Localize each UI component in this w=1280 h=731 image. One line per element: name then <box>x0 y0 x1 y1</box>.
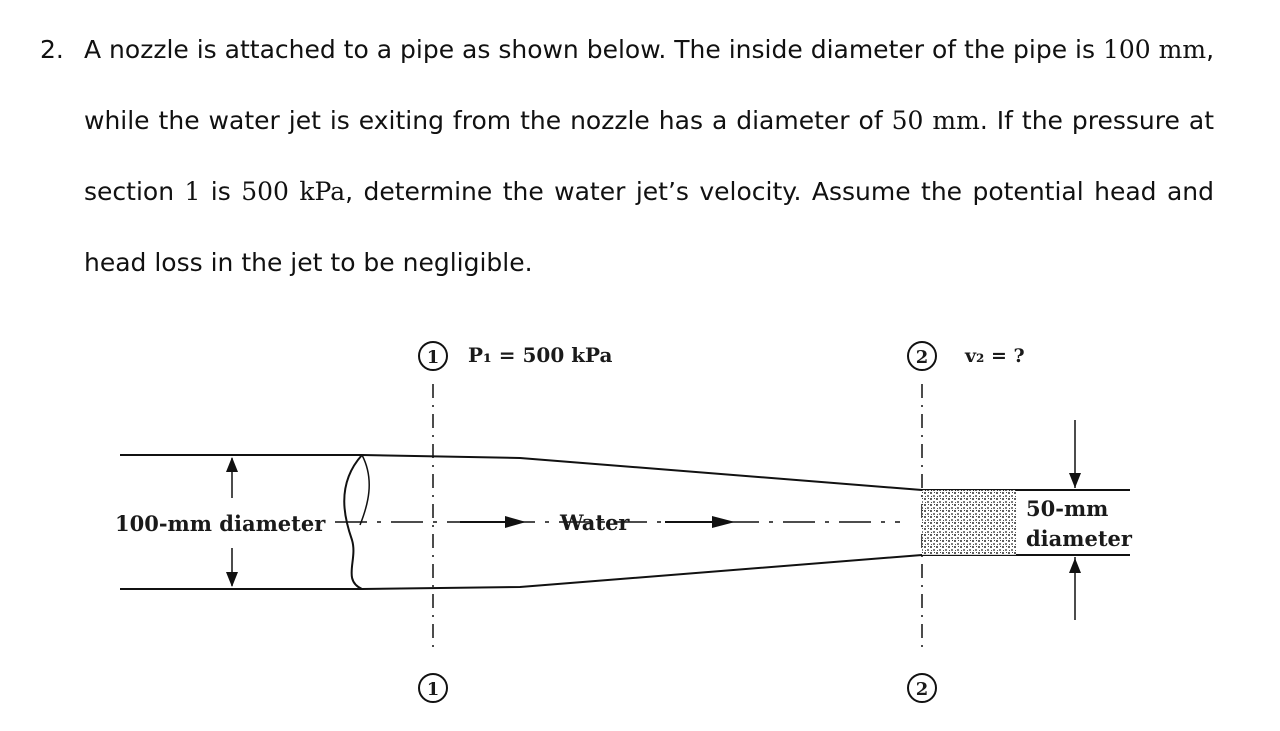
math-value: 50 mm <box>891 106 980 135</box>
text-run: . If the pressure at section <box>84 106 1214 206</box>
text-run: , while the water jet is exiting from the nozzle has a diameter of <box>84 35 1215 135</box>
pressure-label: P₁ = 500 kPa <box>468 343 613 367</box>
pipe-diameter-label: 100-mm diameter <box>115 511 326 536</box>
math-value: 500 kPa <box>241 177 346 206</box>
section-2-marker-top <box>908 342 936 370</box>
text-run: is <box>200 177 242 206</box>
jet-diameter-label-line1: 50-mm <box>1026 496 1109 521</box>
section-1-marker-top <box>419 342 447 370</box>
nozzle-bottom-wall <box>362 555 1130 589</box>
flow-label: Water <box>560 510 630 535</box>
nozzle-top-wall <box>362 455 1130 490</box>
problem-number: 2. <box>40 35 64 64</box>
jet-diameter-label-line2: diameter <box>1026 526 1132 551</box>
section-1-number-bottom: 1 <box>426 679 440 700</box>
section-2-marker-bottom <box>908 674 936 702</box>
pipe-break-inner <box>360 455 369 525</box>
math-value: 100 mm <box>1102 35 1207 64</box>
section-2-number-bottom: 2 <box>915 679 929 700</box>
text-run: A nozzle is attached to a pipe as shown below. The inside diameter of the pipe is <box>84 35 1103 64</box>
flow-arrow-2 <box>665 516 735 528</box>
text-run: , determine the water jet’s velocity. Assume the potential head and head loss in the jet to be negligible. <box>84 177 1214 277</box>
water-jet-spray <box>922 490 1016 555</box>
section-2-number-top: 2 <box>915 347 929 368</box>
math-value: 1 <box>184 177 201 206</box>
flow-arrow-1 <box>460 516 526 528</box>
section-1-number-top: 1 <box>426 347 440 368</box>
velocity-label: v₂ = ? <box>965 345 1025 367</box>
section-1-marker-bottom <box>419 674 447 702</box>
